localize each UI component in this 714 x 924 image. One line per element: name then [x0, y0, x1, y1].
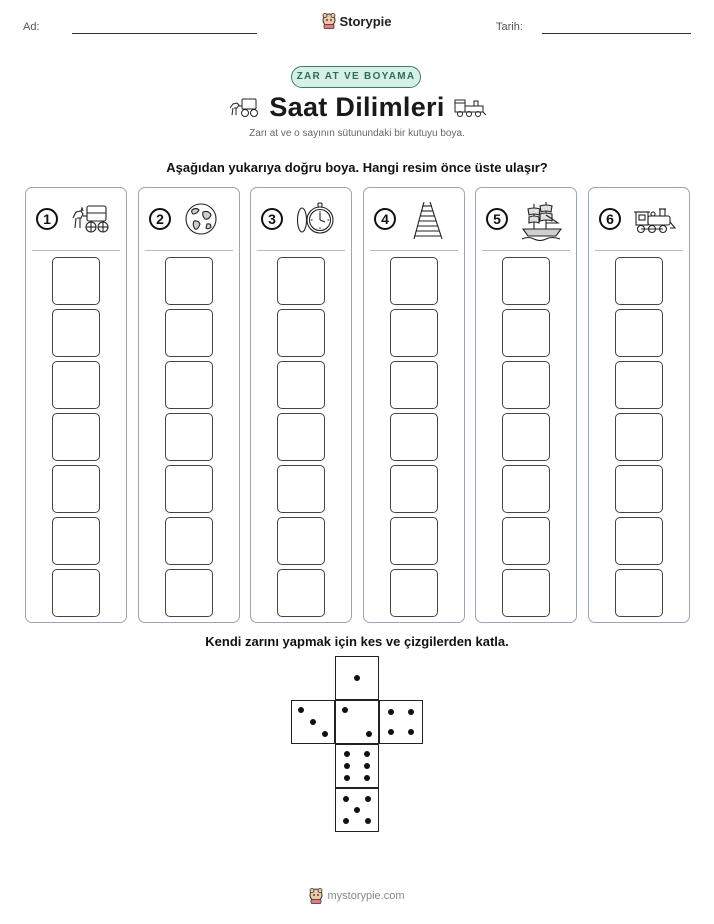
color-box[interactable]	[502, 569, 550, 617]
color-box[interactable]	[165, 257, 213, 305]
color-box[interactable]	[165, 569, 213, 617]
color-box[interactable]	[277, 309, 325, 357]
dice-pip	[343, 796, 349, 802]
color-box[interactable]	[165, 413, 213, 461]
color-box[interactable]	[390, 413, 438, 461]
color-box[interactable]	[390, 309, 438, 357]
color-box[interactable]	[502, 517, 550, 565]
column-number: 3	[261, 208, 283, 230]
dice-pip	[343, 818, 349, 824]
color-box[interactable]	[165, 517, 213, 565]
column-number: 1	[36, 208, 58, 230]
color-box[interactable]	[52, 361, 100, 409]
activity-badge: ZAR AT VE BOYAMA	[291, 66, 421, 88]
storypie-mascot-icon	[322, 13, 336, 29]
column-6	[588, 187, 690, 623]
color-box[interactable]	[615, 309, 663, 357]
color-box[interactable]	[52, 413, 100, 461]
dice-pip	[366, 731, 372, 737]
color-box[interactable]	[502, 309, 550, 357]
color-box[interactable]	[390, 517, 438, 565]
color-box[interactable]	[165, 309, 213, 357]
dice-pip	[408, 729, 414, 735]
column-divider	[370, 250, 458, 251]
dice-pip	[364, 751, 370, 757]
dice-pip	[322, 731, 328, 737]
dice-face-1	[335, 656, 379, 700]
column-divider	[257, 250, 345, 251]
pocket-watch-icon	[295, 201, 339, 237]
dice-face-4	[379, 700, 423, 744]
dice-pip	[408, 709, 414, 715]
color-box[interactable]	[165, 465, 213, 513]
dice-face-3	[291, 700, 335, 744]
color-box[interactable]	[615, 257, 663, 305]
column-number: 4	[374, 208, 396, 230]
subtitle: Zarı at ve o sayının sütunundaki bir kutuyu boya.	[249, 128, 465, 139]
steam-train-icon	[453, 96, 487, 118]
color-box[interactable]	[52, 569, 100, 617]
color-box[interactable]	[277, 413, 325, 461]
color-box[interactable]	[277, 465, 325, 513]
column-divider	[482, 250, 570, 251]
railroad-track-icon	[408, 201, 452, 241]
color-box[interactable]	[615, 361, 663, 409]
color-box[interactable]	[277, 257, 325, 305]
color-box[interactable]	[390, 569, 438, 617]
color-box[interactable]	[390, 257, 438, 305]
page-title: Saat Dilimleri	[269, 92, 445, 122]
color-box[interactable]	[52, 465, 100, 513]
horse-carriage-icon	[70, 201, 114, 237]
color-box[interactable]	[277, 517, 325, 565]
color-box[interactable]	[615, 465, 663, 513]
dice-pip	[310, 719, 316, 725]
column-divider	[145, 250, 233, 251]
footer-url[interactable]: mystorypie.com	[327, 890, 405, 902]
color-box[interactable]	[502, 257, 550, 305]
brand-name: Storypie	[339, 13, 392, 29]
column-number: 6	[599, 208, 621, 230]
dice-pip	[342, 707, 348, 713]
dice-pip	[388, 709, 394, 715]
color-box[interactable]	[615, 517, 663, 565]
dice-pip	[388, 729, 394, 735]
dice-pip	[298, 707, 304, 713]
dice-pip	[365, 818, 371, 824]
dice-instruction: Kendi zarını yapmak için kes ve çizgilerden katla.	[205, 634, 509, 649]
color-box[interactable]	[52, 309, 100, 357]
color-box[interactable]	[52, 517, 100, 565]
date-label: Tarih:	[496, 21, 523, 33]
dice-face-5	[335, 788, 379, 832]
color-box[interactable]	[615, 413, 663, 461]
column-1	[25, 187, 127, 623]
dice-pip	[354, 807, 360, 813]
color-box[interactable]	[52, 257, 100, 305]
color-box[interactable]	[502, 361, 550, 409]
dice-pip	[365, 796, 371, 802]
coloring-instruction: Aşağıdan yukarıya doğru boya. Hangi resim önce üste ulaşır?	[166, 160, 548, 175]
steam-train-icon	[633, 201, 677, 237]
dice-pip	[364, 775, 370, 781]
column-5	[475, 187, 577, 623]
color-box[interactable]	[277, 361, 325, 409]
dice-face-2	[335, 700, 379, 744]
dice-pip	[344, 763, 350, 769]
color-box[interactable]	[615, 569, 663, 617]
sailing-ship-icon	[520, 201, 564, 241]
column-2	[138, 187, 240, 623]
color-box[interactable]	[390, 361, 438, 409]
dice-pip	[364, 763, 370, 769]
color-box[interactable]	[165, 361, 213, 409]
storypie-mascot-icon	[309, 888, 323, 904]
color-box[interactable]	[502, 465, 550, 513]
dice-pip	[344, 751, 350, 757]
column-3	[250, 187, 352, 623]
column-divider	[595, 250, 683, 251]
column-number: 5	[486, 208, 508, 230]
name-label: Ad:	[23, 21, 40, 33]
dice-pip	[354, 675, 360, 681]
brand-logo	[0, 13, 714, 34]
footer	[0, 888, 714, 909]
globe-icon	[183, 201, 219, 237]
dice-face-6	[335, 744, 379, 788]
column-divider	[32, 250, 120, 251]
column-number: 2	[149, 208, 171, 230]
color-box[interactable]	[390, 465, 438, 513]
color-box[interactable]	[277, 569, 325, 617]
color-box[interactable]	[502, 413, 550, 461]
column-4	[363, 187, 465, 623]
dice-pip	[344, 775, 350, 781]
